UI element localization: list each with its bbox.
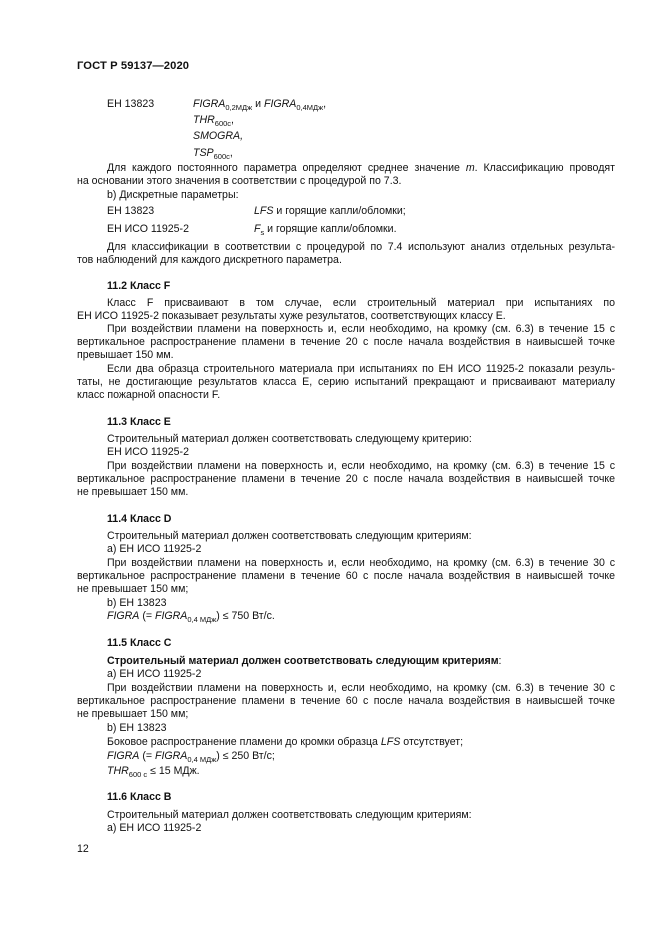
s113-line-2: ЕН ИСО 11925-2 <box>107 446 189 458</box>
page-number: 12 <box>77 843 89 855</box>
s113-p-line-1: При воздействии пламени на поверхность и, если необходимо, на кромку (см. 6.3) в течение 15 с <box>107 460 615 472</box>
s112-p2-line-3: превышает 150 мм. <box>77 349 174 361</box>
s112-p3-line-3: класс пожарной опасности F. <box>77 389 221 401</box>
page-header: ГОСТ Р 59137—2020 <box>77 60 190 72</box>
figra-symbol: FIGRA <box>193 98 226 110</box>
s114-figra-line: FIGRA (= $FIGRA_{0,4 МДж}) \le 750$ Вт/с. <box>107 610 275 624</box>
s115-line-3: b) ЕН 13823 <box>107 722 167 734</box>
param-thr-line <box>193 114 234 127</box>
section-11-3-title: 11.3 Класс Е <box>107 416 171 428</box>
thr-symbol: THR <box>193 114 215 126</box>
figra-sub-2: 0,4МДж <box>296 103 324 112</box>
s113-line-1: Строительный материал должен соответствовать следующему критерию: <box>107 433 472 445</box>
s115-line-1: Строительный материал должен соответствовать следующим критериям: <box>107 655 502 667</box>
figra-sub: 0,2МДж <box>225 103 253 112</box>
s114-p-line-1: При воздействии пламени на поверхность и, если необходимо, на кромку (см. 6.3) в течение 30 с <box>107 557 615 569</box>
s112-p1-line-1: Класс F присваивают в том случае, если строительный материал при испытаниях по <box>107 297 615 309</box>
section-11-4-title: 11.4 Класс D <box>107 513 172 525</box>
s112-p2-line-2: вертикальное распространение пламени в течение 20 с после начала воздействия в наивысшей точке <box>77 336 615 348</box>
comma: , <box>323 98 327 110</box>
tsp-symbol: TSP <box>193 147 214 159</box>
s112-p3-line-1: Если два образца строительного материала при испытаниях по ЕН ИСО 11925-2 показали резуль- <box>107 363 615 375</box>
comma-3: , <box>229 147 233 159</box>
s115-thr-line: $THR_{600 с} \le 15$ МДж. <box>107 765 200 779</box>
discrete-row1-label: ЕН 13823 <box>107 205 155 217</box>
s115-line-4: Боковое распространение пламени до кромки образца LFS отсутствует; <box>107 736 464 748</box>
param-smogra-line: SMOGRA, <box>193 130 244 142</box>
comma-2: , <box>231 114 234 126</box>
s114-p-line-2: вертикальное распространение пламени в течение 60 с после начала воздействия в наивысшей точке <box>77 570 615 582</box>
s115-p-line-1: При воздействии пламени на поверхность и, если необходимо, на кромку (см. 6.3) в течение 30 с <box>107 682 615 694</box>
and-text: и <box>252 98 264 110</box>
para-mean-line-2: на основании этого значения в соответствии с процедурой по 7.3. <box>77 175 402 187</box>
discrete-row2-value: $F_s$ и горящие капли/обломки. <box>254 223 397 237</box>
s114-line-3: b) ЕН 13823 <box>107 597 167 609</box>
s112-p3-line-2: таты, не достигающие результатов класса Е, серию испытаний прекращают и присваивают материалу <box>77 376 615 388</box>
section-11-5-title: 11.5 Класс С <box>107 637 172 649</box>
section-11-6-title: 11.6 Класс В <box>107 791 172 803</box>
para-mean-line-1: Для каждого постоянного параметра определяют среднее значение m. Классификацию проводят <box>107 162 615 174</box>
param-label-en13823: ЕН 13823 <box>107 98 155 110</box>
s114-line-2: а) ЕН ИСО 11925-2 <box>107 543 202 555</box>
s115-line-2: а) ЕН ИСО 11925-2 <box>107 668 202 680</box>
s113-p-line-3: не превышает 150 мм. <box>77 486 189 498</box>
s114-line-1: Строительный материал должен соответствовать следующим критериям: <box>107 530 472 542</box>
s115-p-line-3: не превышает 150 мм; <box>77 708 189 720</box>
s115-figra-line: FIGRA (= $FIGRA_{0,4 МДж}) \le 250$ Вт/с; <box>107 750 275 764</box>
s112-p2-line-1: При воздействии пламени на поверхность и, если необходимо, на кромку (см. 6.3) в течение 15 с <box>107 323 615 335</box>
discrete-heading: b) Дискретные параметры: <box>107 189 239 201</box>
discrete-row2-label: ЕН ИСО 11925-2 <box>107 223 189 235</box>
para-discrete-line-1: Для классификации в соответствии с процедурой по 7.4 используют анализ отдельных результа- <box>107 241 615 253</box>
figra-symbol-2: FIGRA <box>263 98 297 110</box>
tsp-sub: 600с <box>213 152 230 161</box>
s114-p-line-3: не превышает 150 мм; <box>77 583 189 595</box>
thr-sub: 600с <box>214 119 232 128</box>
s113-p-line-2: вертикальное распространение пламени в течение 20 с после начала воздействия в наивысшей точке <box>77 473 615 485</box>
s116-line-1: Строительный материал должен соответствовать следующим критериям: <box>107 809 472 821</box>
discrete-row1-value: LFS и горящие капли/обломки; <box>254 205 406 217</box>
s112-p1-line-2: ЕН ИСО 11925-2 показывает результаты хуже результатов, соответствующих классу Е. <box>77 310 506 322</box>
s116-line-2: а) ЕН ИСО 11925-2 <box>107 822 202 834</box>
section-11-2-title: 11.2 Класс F <box>107 280 171 292</box>
param-figra-line <box>193 98 326 111</box>
s115-p-line-2: вертикальное распространение пламени в течение 60 с после начала воздействия в наивысшей точке <box>77 695 615 707</box>
para-discrete-line-2: тов наблюдений для каждого дискретного параметра. <box>77 254 342 266</box>
param-tsp-line <box>193 147 233 160</box>
